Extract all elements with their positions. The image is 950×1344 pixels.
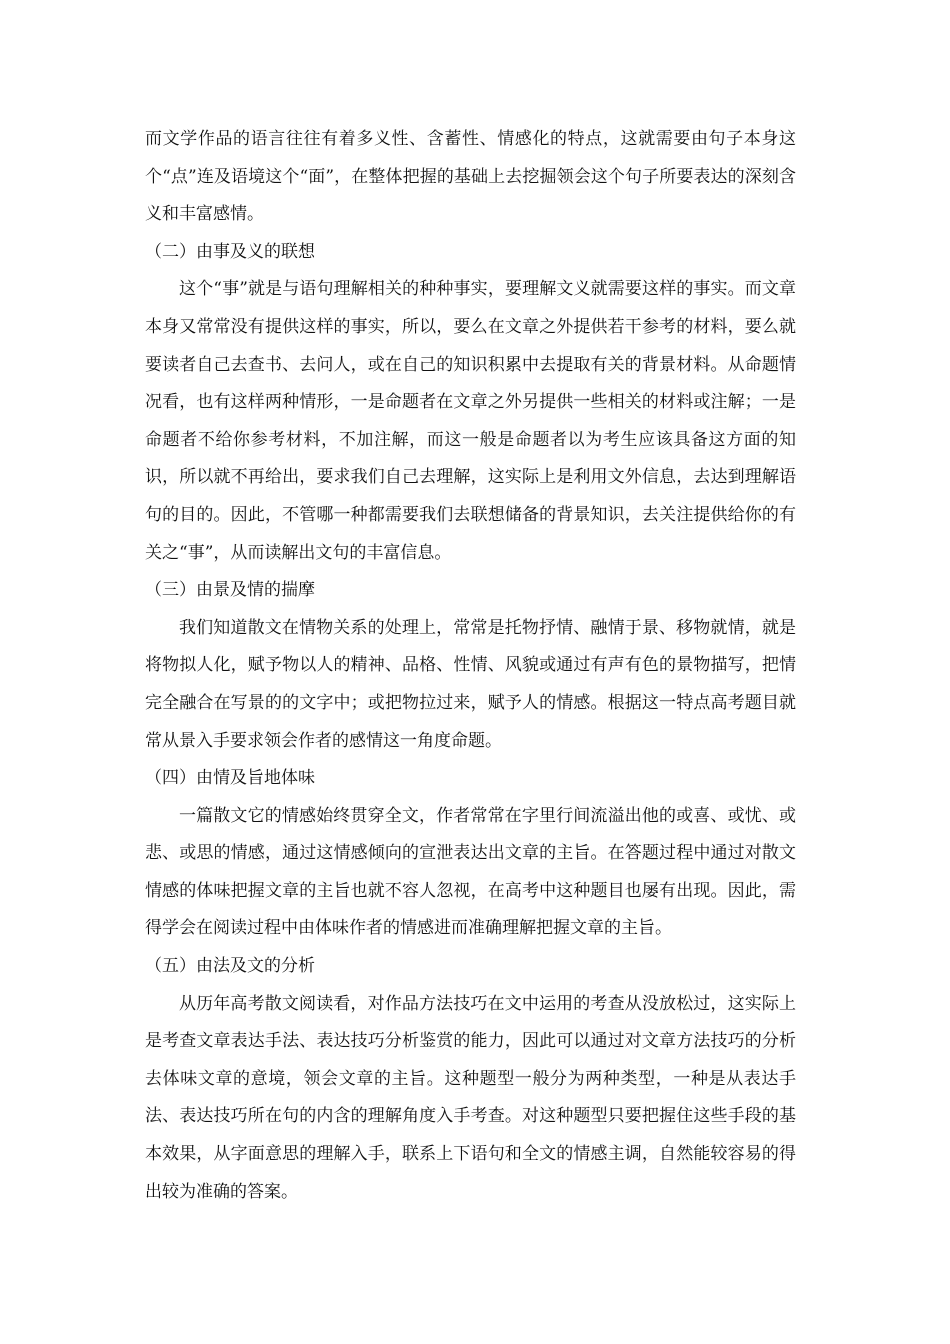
section-heading-2: （二）由事及义的联想 [145, 241, 315, 262]
section-heading-3: （三）由景及情的揣摩 [145, 580, 315, 601]
paragraph-intro: 而文学作品的语言往往有着多义性、含蓄性、情感化的特点，这就需要由句子本身这个“点”连及语境这个“面”，在整体把握的基础上去挖掘领会这个句子所要表达的深刻含义和丰富感情。 [145, 129, 796, 225]
paragraph-section-5: 从历年高考散文阅读看，对作品方法技巧在文中运用的考查从没放松过，这实际上是考查文章表达手法、表达技巧分析鉴赏的能力，因此可以通过对文章方法技巧的分析去体味文章的意境，领会文章的主旨。这种题型一般分为两种类型，一种是从表达手法、表达技巧所在句的内含的理解角度入手考查。对这种题型只要把握住这些手段的基本效果，从字面意思的理解入手，联系上下语句和全文的情感主调，自然能较容易的得出较为准确的答案。 [145, 993, 796, 1202]
paragraph-section-2: 这个“事”就是与语句理解相关的种种事实，要理解文义就需要这样的事实。而文章本身又常常没有提供这样的事实，所以，要么在文章之外提供若干参考的材料，要么就要读者自己去查书、去问人，或在自己的知识积累中去提取有关的背景材料。从命题情况看，也有这样两种情形，一是命题者在文章之外另提供一些相关的材料或注解；一是命题者不给你参考材料，不加注解，而这一般是命题者以为考生应该具备这方面的知识，所以就不再给出，要求我们自己去理解，这实际上是利用文外信息，去达到理解语句的目的。因此，不管哪一种都需要我们去联想储备的背景知识，去关注提供给你的有关之“事”，从而读解出文句的丰富信息。 [145, 279, 796, 563]
document-body [145, 121, 796, 1211]
section-heading-4: （四）由情及旨地体味 [145, 768, 315, 789]
section-heading-5: （五）由法及文的分析 [145, 956, 315, 977]
paragraph-section-3: 我们知道散文在情物关系的处理上，常常是托物抒情、融情于景、移物就情，就是将物拟人化，赋予物以人的精神、品格、性情、风貌或通过有声有色的景物描写，把情完全融合在写景的的文字中；或把物拉过来，赋予人的情感。根据这一特点高考题目就常从景入手要求领会作者的感情这一角度命题。 [145, 617, 796, 751]
paragraph-section-4: 一篇散文它的情感始终贯穿全文，作者常常在字里行间流溢出他的或喜、或忧、或悲、或思的情感，通过这情感倾向的宣泄表达出文章的主旨。在答题过程中通过对散文情感的体味把握文章的主旨也就不容人忽视，在高考中这种题目也屡有出现。因此，需得学会在阅读过程中由体味作者的情感进而准确理解把握文章的主旨。 [145, 805, 796, 939]
